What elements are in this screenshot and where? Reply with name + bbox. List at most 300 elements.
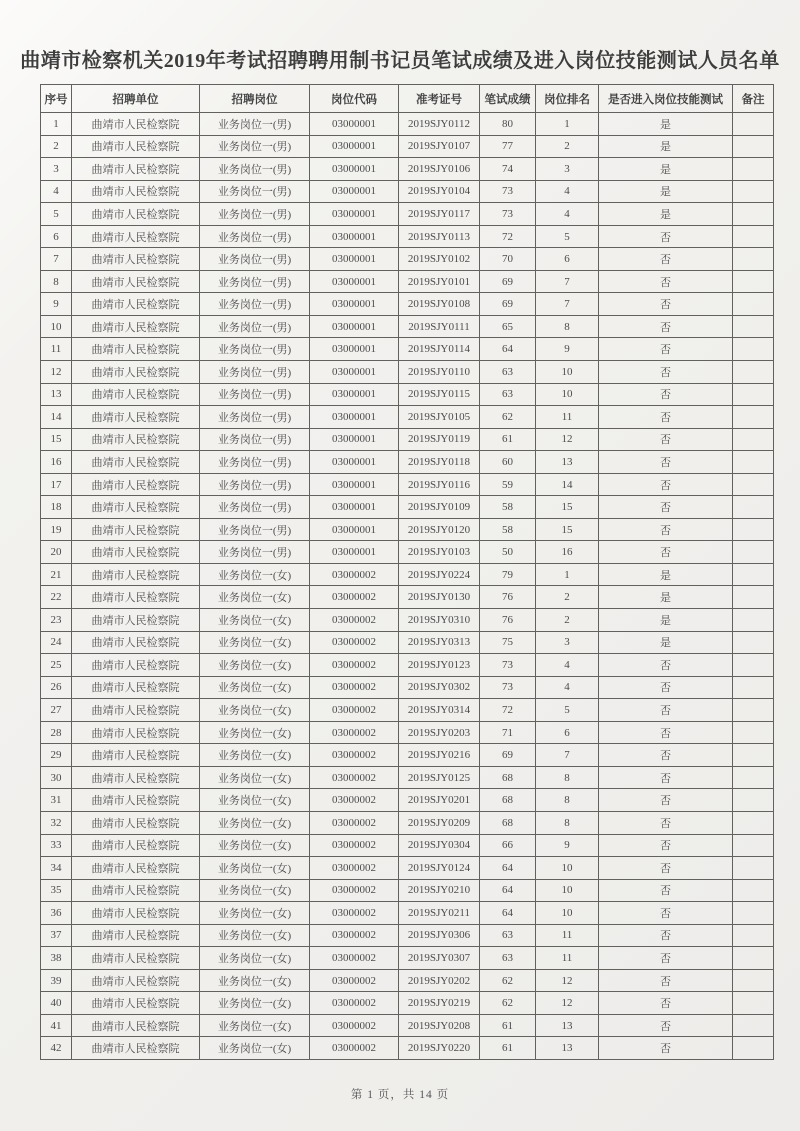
table-cell: 63 <box>480 361 536 384</box>
table-cell: 业务岗位一(女) <box>200 992 310 1015</box>
table-cell: 2019SJY0202 <box>399 969 480 992</box>
table-cell <box>733 586 774 609</box>
table-cell: 19 <box>41 518 72 541</box>
table-cell <box>733 113 774 136</box>
table-cell: 68 <box>480 811 536 834</box>
column-header: 笔试成绩 <box>480 85 536 113</box>
table-cell: 曲靖市人民检察院 <box>72 180 200 203</box>
table-cell: 2019SJY0219 <box>399 992 480 1015</box>
table-cell: 26 <box>41 676 72 699</box>
table-cell: 40 <box>41 992 72 1015</box>
table-cell: 曲靖市人民检察院 <box>72 744 200 767</box>
table-cell: 业务岗位一(女) <box>200 654 310 677</box>
table-cell: 否 <box>599 451 733 474</box>
table-row <box>41 113 774 136</box>
table-cell: 03000002 <box>310 992 399 1015</box>
table-cell: 68 <box>480 766 536 789</box>
table-cell: 76 <box>480 609 536 632</box>
table-cell: 否 <box>599 406 733 429</box>
table-cell: 13 <box>536 451 599 474</box>
table-cell: 11 <box>41 338 72 361</box>
table-cell <box>733 721 774 744</box>
table-cell <box>733 496 774 519</box>
table-cell: 2019SJY0203 <box>399 721 480 744</box>
table-cell: 2019SJY0313 <box>399 631 480 654</box>
column-header: 序号 <box>41 85 72 113</box>
table-cell: 11 <box>536 406 599 429</box>
table-cell: 03000001 <box>310 158 399 181</box>
table-cell: 业务岗位一(女) <box>200 924 310 947</box>
table-cell: 03000002 <box>310 811 399 834</box>
table-cell: 59 <box>480 473 536 496</box>
table-cell: 11 <box>536 947 599 970</box>
table-cell: 76 <box>480 586 536 609</box>
table-cell: 58 <box>480 496 536 519</box>
table-cell: 03000002 <box>310 721 399 744</box>
table-cell: 否 <box>599 293 733 316</box>
table-cell: 12 <box>41 361 72 384</box>
table-cell: 17 <box>41 473 72 496</box>
table-cell: 15 <box>536 518 599 541</box>
table-row <box>41 451 774 474</box>
table-cell <box>733 180 774 203</box>
table-row <box>41 902 774 925</box>
table-cell: 曲靖市人民检察院 <box>72 834 200 857</box>
table-cell <box>733 1037 774 1060</box>
table-cell: 03000001 <box>310 180 399 203</box>
table-cell: 7 <box>41 248 72 271</box>
table-cell: 是 <box>599 631 733 654</box>
table-cell: 2019SJY0306 <box>399 924 480 947</box>
table-cell: 是 <box>599 203 733 226</box>
table-cell: 否 <box>599 992 733 1015</box>
table-cell: 03000001 <box>310 338 399 361</box>
table-cell: 是 <box>599 586 733 609</box>
table-row <box>41 473 774 496</box>
table-cell: 24 <box>41 631 72 654</box>
table-cell: 否 <box>599 924 733 947</box>
table-cell: 2 <box>41 135 72 158</box>
table-cell: 业务岗位一(女) <box>200 969 310 992</box>
table-row <box>41 879 774 902</box>
table-cell: 2019SJY0104 <box>399 180 480 203</box>
table-cell: 77 <box>480 135 536 158</box>
table-cell: 曲靖市人民检察院 <box>72 518 200 541</box>
table-cell: 否 <box>599 721 733 744</box>
table-cell: 业务岗位一(男) <box>200 203 310 226</box>
table-cell: 23 <box>41 609 72 632</box>
table-cell: 8 <box>536 811 599 834</box>
table-cell: 业务岗位一(男) <box>200 541 310 564</box>
table-cell: 否 <box>599 676 733 699</box>
table-cell: 8 <box>536 315 599 338</box>
column-header: 岗位排名 <box>536 85 599 113</box>
table-cell: 2019SJY0307 <box>399 947 480 970</box>
table-cell: 2019SJY0108 <box>399 293 480 316</box>
table-cell: 69 <box>480 744 536 767</box>
table-cell: 64 <box>480 857 536 880</box>
table-cell <box>733 811 774 834</box>
table-cell: 50 <box>480 541 536 564</box>
table-cell: 36 <box>41 902 72 925</box>
table-cell: 1 <box>536 113 599 136</box>
table-cell: 21 <box>41 563 72 586</box>
table-cell: 61 <box>480 1014 536 1037</box>
table-cell: 曲靖市人民检察院 <box>72 676 200 699</box>
table-row <box>41 541 774 564</box>
table-row <box>41 1037 774 1060</box>
table-cell <box>733 361 774 384</box>
table-row <box>41 338 774 361</box>
table-cell: 1 <box>536 563 599 586</box>
table-cell: 否 <box>599 699 733 722</box>
table-cell: 75 <box>480 631 536 654</box>
table-cell: 业务岗位一(女) <box>200 766 310 789</box>
table-cell: 2019SJY0224 <box>399 563 480 586</box>
table-cell: 11 <box>536 924 599 947</box>
table-row <box>41 811 774 834</box>
table-cell: 否 <box>599 383 733 406</box>
table-cell: 35 <box>41 879 72 902</box>
table-row <box>41 406 774 429</box>
table-cell: 03000002 <box>310 924 399 947</box>
table-row <box>41 383 774 406</box>
table-cell <box>733 135 774 158</box>
table-cell: 曲靖市人民检察院 <box>72 924 200 947</box>
table-cell: 03000001 <box>310 473 399 496</box>
table-cell <box>733 1014 774 1037</box>
table-cell: 业务岗位一(男) <box>200 518 310 541</box>
table-cell: 否 <box>599 834 733 857</box>
table-cell <box>733 902 774 925</box>
table-cell: 2019SJY0106 <box>399 158 480 181</box>
table-row <box>41 721 774 744</box>
table-cell: 业务岗位一(女) <box>200 879 310 902</box>
table-cell: 业务岗位一(女) <box>200 857 310 880</box>
table-cell: 3 <box>536 158 599 181</box>
table-cell: 69 <box>480 270 536 293</box>
table-cell <box>733 406 774 429</box>
table-cell: 是 <box>599 135 733 158</box>
table-cell: 业务岗位一(男) <box>200 158 310 181</box>
table-cell: 4 <box>536 654 599 677</box>
table-cell: 曲靖市人民检察院 <box>72 654 200 677</box>
table-cell <box>733 857 774 880</box>
table-cell: 73 <box>480 676 536 699</box>
table-cell: 2019SJY0107 <box>399 135 480 158</box>
table-cell: 2019SJY0310 <box>399 609 480 632</box>
table-cell: 否 <box>599 361 733 384</box>
table-cell: 10 <box>41 315 72 338</box>
table-cell: 是 <box>599 113 733 136</box>
table-cell: 否 <box>599 1037 733 1060</box>
table-cell: 9 <box>536 834 599 857</box>
table-cell: 20 <box>41 541 72 564</box>
table-cell: 03000001 <box>310 518 399 541</box>
table-cell: 64 <box>480 338 536 361</box>
table-cell: 32 <box>41 811 72 834</box>
table-cell: 1 <box>41 113 72 136</box>
table-cell: 否 <box>599 496 733 519</box>
table-cell: 曲靖市人民检察院 <box>72 721 200 744</box>
table-cell: 曲靖市人民检察院 <box>72 811 200 834</box>
table-cell: 2019SJY0105 <box>399 406 480 429</box>
table-cell: 业务岗位一(女) <box>200 1037 310 1060</box>
table-cell: 28 <box>41 721 72 744</box>
table-cell: 03000002 <box>310 789 399 812</box>
table-cell: 03000002 <box>310 834 399 857</box>
table-cell: 03000002 <box>310 654 399 677</box>
table-cell: 否 <box>599 315 733 338</box>
score-table-body <box>41 113 774 1060</box>
table-cell: 曲靖市人民检察院 <box>72 1014 200 1037</box>
table-cell: 曲靖市人民检察院 <box>72 496 200 519</box>
table-cell <box>733 225 774 248</box>
table-cell: 曲靖市人民检察院 <box>72 361 200 384</box>
table-cell: 曲靖市人民检察院 <box>72 1037 200 1060</box>
table-cell: 12 <box>536 992 599 1015</box>
table-cell: 03000001 <box>310 270 399 293</box>
table-row <box>41 270 774 293</box>
table-cell: 03000001 <box>310 203 399 226</box>
table-row <box>41 924 774 947</box>
table-cell: 曲靖市人民检察院 <box>72 789 200 812</box>
table-row <box>41 789 774 812</box>
table-cell: 业务岗位一(男) <box>200 338 310 361</box>
table-cell: 4 <box>536 676 599 699</box>
table-cell: 曲靖市人民检察院 <box>72 857 200 880</box>
table-cell: 否 <box>599 270 733 293</box>
table-cell: 73 <box>480 180 536 203</box>
table-cell <box>733 428 774 451</box>
column-header: 备注 <box>733 85 774 113</box>
table-cell: 曲靖市人民检察院 <box>72 293 200 316</box>
table-row <box>41 857 774 880</box>
table-row <box>41 496 774 519</box>
table-cell: 41 <box>41 1014 72 1037</box>
table-cell: 10 <box>536 879 599 902</box>
table-cell: 7 <box>536 293 599 316</box>
table-cell: 2019SJY0201 <box>399 789 480 812</box>
table-cell: 业务岗位一(男) <box>200 496 310 519</box>
table-row <box>41 1014 774 1037</box>
table-cell: 65 <box>480 315 536 338</box>
table-cell <box>733 992 774 1015</box>
table-cell: 否 <box>599 518 733 541</box>
table-cell: 业务岗位一(女) <box>200 676 310 699</box>
table-cell: 2 <box>536 609 599 632</box>
table-cell: 72 <box>480 699 536 722</box>
table-cell: 03000001 <box>310 361 399 384</box>
table-cell: 34 <box>41 857 72 880</box>
table-cell: 业务岗位一(女) <box>200 609 310 632</box>
table-cell: 3 <box>41 158 72 181</box>
table-cell: 03000002 <box>310 947 399 970</box>
table-cell: 38 <box>41 947 72 970</box>
table-cell: 业务岗位一(男) <box>200 270 310 293</box>
table-cell: 业务岗位一(女) <box>200 902 310 925</box>
table-cell: 5 <box>536 699 599 722</box>
table-cell: 62 <box>480 969 536 992</box>
table-cell: 2019SJY0123 <box>399 654 480 677</box>
table-cell: 03000002 <box>310 609 399 632</box>
table-cell <box>733 744 774 767</box>
table-cell: 曲靖市人民检察院 <box>72 248 200 271</box>
table-cell: 业务岗位一(女) <box>200 744 310 767</box>
table-row <box>41 135 774 158</box>
score-table <box>40 84 774 1060</box>
table-cell: 业务岗位一(男) <box>200 361 310 384</box>
table-cell: 03000002 <box>310 879 399 902</box>
table-cell: 曲靖市人民检察院 <box>72 902 200 925</box>
table-cell <box>733 631 774 654</box>
table-cell: 73 <box>480 203 536 226</box>
table-cell: 61 <box>480 1037 536 1060</box>
table-cell: 4 <box>536 180 599 203</box>
table-cell: 6 <box>41 225 72 248</box>
table-cell: 2019SJY0220 <box>399 1037 480 1060</box>
table-row <box>41 992 774 1015</box>
table-cell: 72 <box>480 225 536 248</box>
table-cell: 33 <box>41 834 72 857</box>
table-cell: 8 <box>536 766 599 789</box>
table-cell: 74 <box>480 158 536 181</box>
table-cell: 7 <box>536 270 599 293</box>
table-cell <box>733 654 774 677</box>
table-cell: 03000001 <box>310 406 399 429</box>
table-cell: 03000001 <box>310 383 399 406</box>
table-cell <box>733 293 774 316</box>
score-table-header <box>41 85 774 113</box>
table-cell: 15 <box>536 496 599 519</box>
table-cell <box>733 609 774 632</box>
table-cell: 否 <box>599 473 733 496</box>
table-cell: 是 <box>599 609 733 632</box>
column-header: 准考证号 <box>399 85 480 113</box>
table-row <box>41 834 774 857</box>
table-cell: 业务岗位一(男) <box>200 225 310 248</box>
table-cell: 曲靖市人民检察院 <box>72 947 200 970</box>
table-cell: 曲靖市人民检察院 <box>72 113 200 136</box>
table-cell: 否 <box>599 857 733 880</box>
table-cell: 曲靖市人民检察院 <box>72 586 200 609</box>
page-footer: 第 1 页，共 14 页 <box>350 1089 450 1101</box>
table-cell: 10 <box>536 857 599 880</box>
table-cell: 是 <box>599 180 733 203</box>
table-cell <box>733 699 774 722</box>
table-row <box>41 654 774 677</box>
table-cell: 9 <box>41 293 72 316</box>
table-cell: 否 <box>599 811 733 834</box>
table-cell: 否 <box>599 947 733 970</box>
table-cell: 64 <box>480 902 536 925</box>
table-cell: 12 <box>536 428 599 451</box>
table-cell: 曲靖市人民检察院 <box>72 992 200 1015</box>
table-cell: 2019SJY0210 <box>399 879 480 902</box>
table-cell: 2019SJY0115 <box>399 383 480 406</box>
table-cell <box>733 338 774 361</box>
table-cell: 曲靖市人民检察院 <box>72 451 200 474</box>
table-cell: 否 <box>599 248 733 271</box>
table-cell: 03000002 <box>310 563 399 586</box>
table-cell: 2019SJY0109 <box>399 496 480 519</box>
table-cell: 03000002 <box>310 744 399 767</box>
table-cell: 37 <box>41 924 72 947</box>
table-row <box>41 428 774 451</box>
table-row <box>41 248 774 271</box>
table-cell: 6 <box>536 248 599 271</box>
table-cell: 13 <box>536 1014 599 1037</box>
table-row <box>41 969 774 992</box>
table-row <box>41 180 774 203</box>
table-cell: 31 <box>41 789 72 812</box>
table-cell <box>733 789 774 812</box>
table-cell: 否 <box>599 225 733 248</box>
table-cell: 66 <box>480 834 536 857</box>
table-cell: 10 <box>536 902 599 925</box>
table-cell: 曲靖市人民检察院 <box>72 383 200 406</box>
table-cell: 62 <box>480 406 536 429</box>
table-cell: 8 <box>41 270 72 293</box>
table-cell: 13 <box>536 1037 599 1060</box>
table-cell: 58 <box>480 518 536 541</box>
table-row <box>41 609 774 632</box>
table-cell: 业务岗位一(男) <box>200 383 310 406</box>
table-cell: 2019SJY0114 <box>399 338 480 361</box>
table-cell: 71 <box>480 721 536 744</box>
table-cell: 18 <box>41 496 72 519</box>
table-cell: 03000001 <box>310 496 399 519</box>
table-cell <box>733 203 774 226</box>
table-cell <box>733 315 774 338</box>
table-row <box>41 631 774 654</box>
table-cell: 60 <box>480 451 536 474</box>
table-row <box>41 158 774 181</box>
table-cell: 2019SJY0110 <box>399 361 480 384</box>
table-cell: 业务岗位一(男) <box>200 315 310 338</box>
table-cell: 2019SJY0304 <box>399 834 480 857</box>
table-cell: 2 <box>536 135 599 158</box>
table-cell: 2019SJY0111 <box>399 315 480 338</box>
table-cell <box>733 158 774 181</box>
table-cell: 03000002 <box>310 902 399 925</box>
table-cell: 2019SJY0124 <box>399 857 480 880</box>
page-title: 曲靖市检察机关2019年考试招聘聘用制书记员笔试成绩及进入岗位技能测试人员名单 <box>20 50 780 72</box>
table-cell: 曲靖市人民检察院 <box>72 338 200 361</box>
table-cell: 曲靖市人民检察院 <box>72 563 200 586</box>
table-cell: 03000001 <box>310 541 399 564</box>
table-cell: 曲靖市人民检察院 <box>72 766 200 789</box>
table-cell: 61 <box>480 428 536 451</box>
table-cell: 03000002 <box>310 1014 399 1037</box>
column-header: 招聘岗位 <box>200 85 310 113</box>
table-cell: 70 <box>480 248 536 271</box>
table-cell: 曲靖市人民检察院 <box>72 225 200 248</box>
table-cell: 03000001 <box>310 428 399 451</box>
table-row <box>41 293 774 316</box>
table-cell: 是 <box>599 158 733 181</box>
table-cell: 曲靖市人民检察院 <box>72 609 200 632</box>
table-cell <box>733 451 774 474</box>
table-cell: 业务岗位一(男) <box>200 406 310 429</box>
table-cell: 15 <box>41 428 72 451</box>
table-cell: 22 <box>41 586 72 609</box>
table-cell: 曲靖市人民检察院 <box>72 406 200 429</box>
table-cell <box>733 541 774 564</box>
table-cell <box>733 270 774 293</box>
table-cell: 03000002 <box>310 631 399 654</box>
table-cell: 业务岗位一(女) <box>200 631 310 654</box>
